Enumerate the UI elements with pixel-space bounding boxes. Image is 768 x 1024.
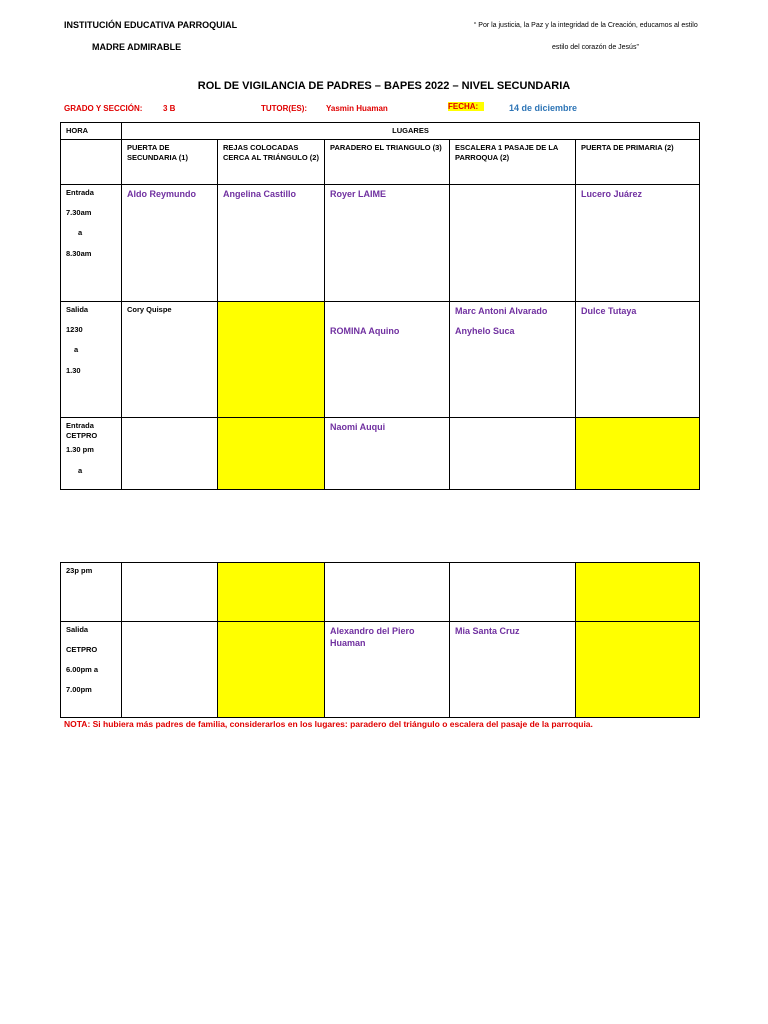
grado-label: GRADO Y SECCIÓN: xyxy=(64,104,143,113)
assignee-cell xyxy=(325,563,450,622)
column-header: ESCALERA 1 PASAJE DE LA PARROQUA (2) xyxy=(450,140,576,185)
hora-cell: Salida CETPRO 6.00pm a 7.00pm xyxy=(61,622,122,718)
empty-header-cell xyxy=(61,140,122,185)
document-title: ROL DE VIGILANCIA DE PADRES – BAPES 2022 – NIVEL SECUNDARIA xyxy=(197,80,571,92)
lugares-header: LUGARES xyxy=(122,123,700,140)
assignee-cell: ROMINA Aquino xyxy=(325,302,450,418)
column-header: PUERTA DE PRIMARIA (2) xyxy=(576,140,700,185)
assignee-cell: Mia Santa Cruz xyxy=(450,622,576,718)
footnote: NOTA: Si hubiera más padres de familia, considerarlos en los lugares: paradero del triángulo o escalera del pasaje de la parroquia. xyxy=(64,719,593,729)
assignee-cell xyxy=(122,418,218,490)
school-name: MADRE ADMIRABLE xyxy=(92,42,182,52)
table-row xyxy=(61,185,700,302)
table-row xyxy=(61,302,700,418)
schedule-table-part-1 xyxy=(60,122,700,490)
columns-header-row xyxy=(61,140,700,185)
highlighted-empty-cell xyxy=(218,563,325,622)
highlighted-empty-cell xyxy=(218,622,325,718)
table-row xyxy=(61,418,700,490)
hora-header: HORA xyxy=(61,123,122,140)
schedule-table-part-2 xyxy=(60,562,700,718)
hora-cell: Entrada CETPRO 1.30 pm a xyxy=(61,418,122,490)
column-header: REJAS COLOCADAS CERCA AL TRIÁNGULO (2) xyxy=(218,140,325,185)
assignee-cell: Alexandro del Piero Huaman xyxy=(325,622,450,718)
assignee-cell: Lucero Juárez xyxy=(576,185,700,302)
highlighted-empty-cell xyxy=(218,302,325,418)
grado-value: 3 B xyxy=(163,104,176,113)
assignee-cell xyxy=(450,563,576,622)
hora-cell: Salida 1230 a 1.30 xyxy=(61,302,122,418)
highlighted-empty-cell xyxy=(576,563,700,622)
assignee-cell xyxy=(122,563,218,622)
assignee-cell: Marc Antoni Alvarado Anyhelo Suca xyxy=(450,302,576,418)
table-header-row xyxy=(61,123,700,140)
fecha-value: 14 de diciembre xyxy=(509,103,578,113)
assignee-cell xyxy=(450,185,576,302)
table-row xyxy=(61,622,700,718)
tutor-label: TUTOR(ES): xyxy=(261,104,308,113)
institution-name: INSTITUCIÓN EDUCATIVA PARROQUIAL xyxy=(64,20,238,30)
assignee-cell: Royer LAIME xyxy=(325,185,450,302)
assignee-cell: Cory Quispe xyxy=(122,302,218,418)
tutor-value: Yasmin Huaman xyxy=(326,104,388,113)
fecha-label: FECHA: xyxy=(448,102,484,111)
assignee-cell xyxy=(450,418,576,490)
motto-line-1: “ Por la justicia, la Paz y la integridad de la Creación, educamos al estilo xyxy=(474,22,698,29)
table-row xyxy=(61,563,700,622)
assignee-cell: Dulce Tutaya xyxy=(576,302,700,418)
column-header: PARADERO EL TRIANGULO (3) xyxy=(325,140,450,185)
highlighted-empty-cell xyxy=(576,622,700,718)
assignee-cell: Angelina Castillo xyxy=(218,185,325,302)
motto-line-2: estilo del corazón de Jesús” xyxy=(552,44,639,51)
assignee-cell xyxy=(122,622,218,718)
highlighted-empty-cell xyxy=(218,418,325,490)
hora-cell: 23p pm xyxy=(61,563,122,622)
hora-cell: Entrada 7.30am a 8.30am xyxy=(61,185,122,302)
assignee-cell: Naomi Auqui xyxy=(325,418,450,490)
assignee-cell: Aldo Reymundo xyxy=(122,185,218,302)
column-header: PUERTA DE SECUNDARIA (1) xyxy=(122,140,218,185)
highlighted-empty-cell xyxy=(576,418,700,490)
